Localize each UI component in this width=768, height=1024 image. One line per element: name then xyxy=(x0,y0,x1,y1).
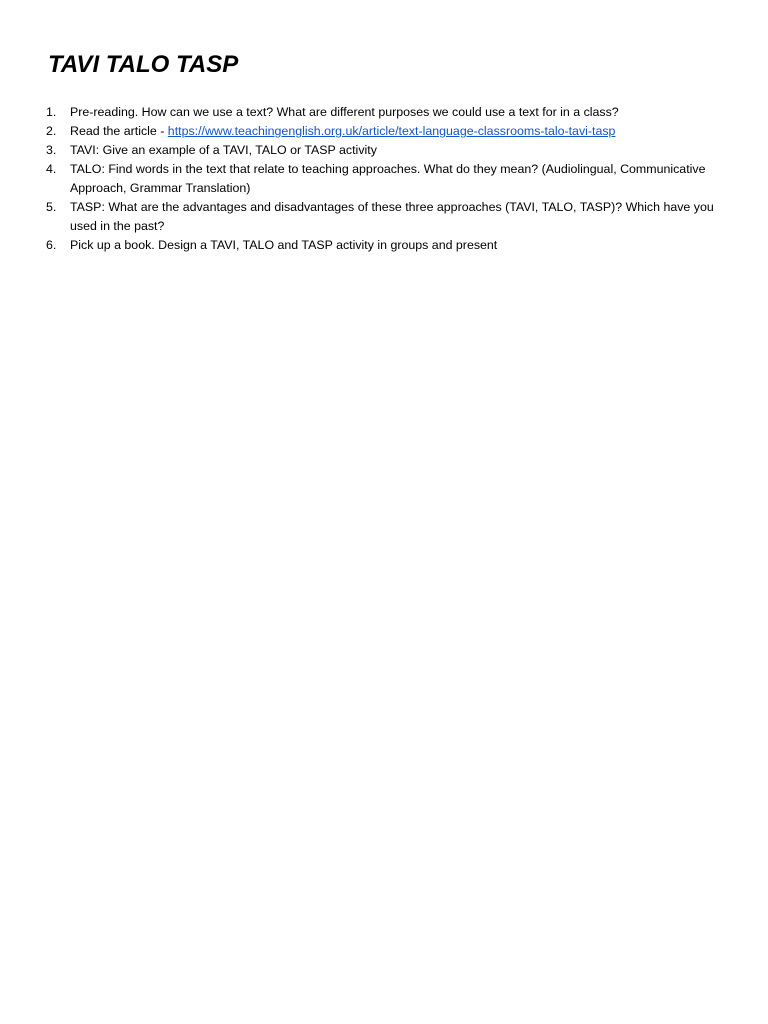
item-text: Pick up a book. Design a TAVI, TALO and TASP activity in groups and present xyxy=(70,238,498,252)
list-item-6 xyxy=(46,236,726,255)
item-number: 6. xyxy=(46,238,57,252)
document-title: TAVI TALO TASP xyxy=(48,51,239,78)
item-text: TASP: What are the advantages and disadvantages of these three approaches (TAVI, TALO, TASP)? Which have you used in the past? xyxy=(70,200,714,233)
list-item-2 xyxy=(46,122,726,141)
article-link[interactable]: https://www.teachingenglish.org.uk/article/text-language-classrooms-talo-tavi-tasp xyxy=(167,124,616,138)
item-text: Pre-reading. How can we use a text? What are different purposes we could use a text for in a class? xyxy=(70,105,619,119)
list-item-5 xyxy=(46,198,726,236)
item-number: 5. xyxy=(46,200,57,214)
item-number: 4. xyxy=(46,162,57,176)
item-number: 2. xyxy=(46,124,57,138)
list-item-1 xyxy=(46,103,726,122)
list-item-4 xyxy=(46,160,726,198)
task-list xyxy=(46,103,726,255)
item-content xyxy=(70,122,726,141)
item-number: 3. xyxy=(46,143,57,157)
item-text: Read the article - xyxy=(70,124,168,138)
item-number: 1. xyxy=(46,105,57,119)
list-item-3 xyxy=(46,141,726,160)
item-text: TAVI: Give an example of a TAVI, TALO or TASP activity xyxy=(70,143,377,157)
item-text: TALO: Find words in the text that relate to teaching approaches. What do they mean? (Audiolingual, Communicative Approach, Grammar Translation) xyxy=(70,162,706,195)
